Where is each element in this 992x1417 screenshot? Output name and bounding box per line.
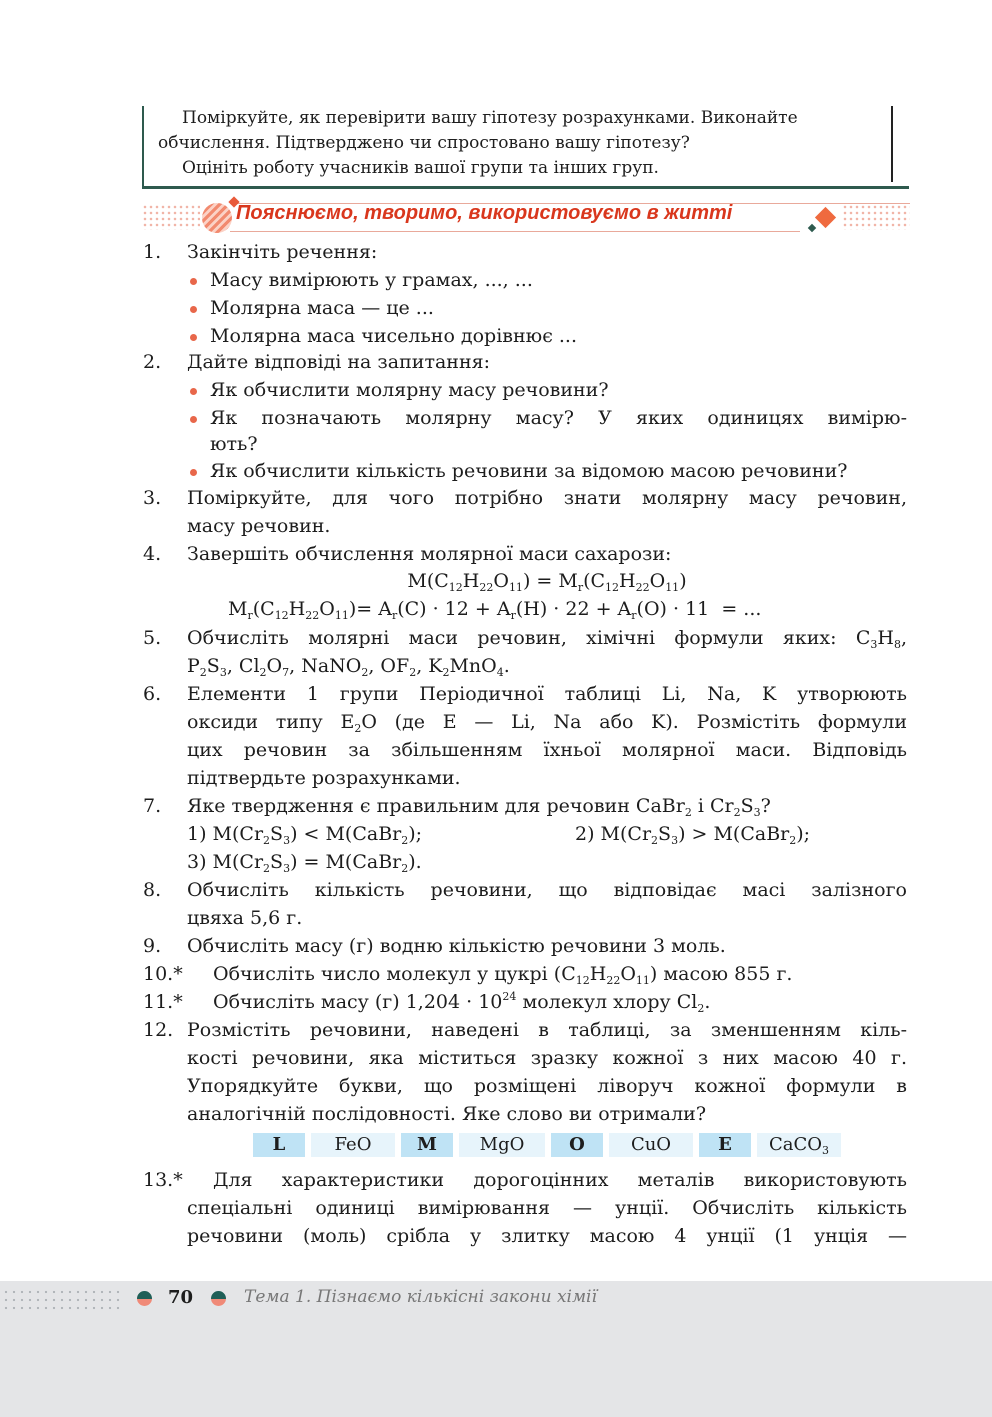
- dark-diamond-icon: [808, 224, 816, 232]
- task-number: 4.: [143, 543, 162, 565]
- task-1-bullet: Молярна маса чисельно дорівнює ...: [210, 325, 578, 347]
- task-12-line: Розмістіть речовини, наведені в таблиці, за зменшенням кіль-: [187, 1019, 907, 1041]
- task-number: 2.: [143, 351, 162, 373]
- task-1-bullet: Масу вимірюють у грамах, ..., ...: [210, 269, 533, 291]
- task-3-line: масу речовин.: [187, 515, 331, 537]
- task-11-text: Обчисліть масу (г) $1,204 \cdot 10^{24}$ молекул хлору $Cl_2$.: [213, 990, 711, 1015]
- task-3-line: Поміркуйте, для чого потрібно знати молярну масу речовин,: [187, 487, 907, 509]
- task-7-text: Яке твердження є правильним для речовин CaBr$_2$ і $Cr_2S_3$?: [187, 795, 771, 819]
- task-1-text: Закінчіть речення:: [187, 241, 378, 263]
- box-right-bar: [891, 106, 893, 182]
- teal-red-ball-icon: [211, 1291, 226, 1306]
- task-2-bullet: Як обчислити молярну масу речовини?: [210, 379, 609, 401]
- task-number: 13.*: [143, 1169, 183, 1191]
- task-2-bullet: Як позначають молярну масу? У яких одиницях вимірю-: [210, 407, 907, 429]
- footer-topic: Тема 1. Пізнаємо кількісні закони хімії: [244, 1287, 597, 1307]
- task-number: 1.: [143, 241, 162, 263]
- task-12-line: Упорядкуйте букви, що розміщені ліворуч кожної формули в: [187, 1075, 907, 1097]
- table-letter-cell: L: [253, 1133, 305, 1157]
- task-number: 7.: [143, 795, 162, 817]
- table-formula-cell: MgO: [459, 1133, 545, 1157]
- task-number: 5.: [143, 627, 162, 649]
- section-line-bottom: [230, 231, 800, 232]
- task-7-option-3: 3) $M(Cr_2S_3)$ = M(CaBr$_2$).: [187, 851, 422, 875]
- task-number: 3.: [143, 487, 162, 509]
- task-9-text: Обчисліть масу (г) водню кількістю речовини 3 моль.: [187, 935, 726, 957]
- task-1-bullet: Молярна маса — це ...: [210, 297, 434, 319]
- task-7-option-1: 1) $M(Cr_2S_3)$ < M(CaBr$_2$);: [187, 823, 423, 847]
- task-number: 6.: [143, 683, 162, 705]
- task-6-line: підтвердьте розрахунками.: [187, 767, 461, 789]
- table-formula-cell: FeO: [311, 1133, 395, 1157]
- task-2-bullet-cont: ють?: [210, 433, 258, 455]
- orange-diamond-icon: [815, 207, 836, 228]
- task-8-line: цвяха 5,6 г.: [187, 907, 303, 929]
- section-title: Пояснюємо, творимо, використовуємо в житті: [236, 202, 733, 224]
- bullet-icon: [190, 416, 197, 423]
- task-13-line: речовини (моль) срібла у злитку масою 4 унції (1 унція —: [187, 1225, 907, 1247]
- task-6-line: Елементи 1 групи Періодичної таблиці Li, Na, K утворюють: [187, 683, 907, 705]
- hypothesis-box: [142, 106, 909, 189]
- task-number: 9.: [143, 935, 162, 957]
- box-line-3: Оцініть роботу учасників вашої групи та інших груп.: [182, 158, 659, 178]
- striped-ball-icon: [202, 203, 232, 233]
- section-header: [142, 200, 910, 236]
- task-number: 8.: [143, 879, 162, 901]
- task-number: 11.*: [143, 991, 183, 1013]
- task-13-line: Для характеристики дорогоцінних металів використовують: [213, 1169, 907, 1191]
- page-footer: [0, 1281, 992, 1417]
- task-number: 10.*: [143, 963, 183, 985]
- task-2-text: Дайте відповіді на запитання:: [187, 351, 490, 373]
- bullet-icon: [190, 278, 197, 285]
- bullet-icon: [190, 306, 197, 313]
- task-13-line: спеціальні одиниці вимірювання — унції. Обчисліть кількість: [187, 1197, 907, 1219]
- teal-red-ball-icon: [137, 1291, 152, 1306]
- task-7-option-2: 2) $M(Cr_2S_3)$ > M(CaBr$_2$);: [575, 823, 811, 847]
- bullet-icon: [190, 388, 197, 395]
- task-5-line: $P_2S_3$, $Cl_2O_7$, NaNO$_2$, $OF_2$, $K_2MnO_4$.: [187, 655, 510, 679]
- table-formula-cell: CaCO$_3$: [757, 1133, 841, 1157]
- section-dots-right: [842, 204, 910, 230]
- table-letter-cell: M: [401, 1133, 453, 1157]
- page-number: 70: [168, 1287, 194, 1308]
- bullet-icon: [190, 334, 197, 341]
- task-8-line: Обчисліть кількість речовини, що відповідає масі залізного: [187, 879, 907, 901]
- task-12-line: аналогічній послідовності. Яке слово ви отримали?: [187, 1103, 707, 1125]
- task-6-line: оксиди типу $E_2O$ (де E — Li, Na або K). Розмістіть формули: [187, 711, 907, 735]
- task-number: 12.: [143, 1019, 174, 1041]
- footer-dots: [2, 1288, 122, 1312]
- formula-2: $M_r(C_{12}H_{22}O_{11})= A_r(C) \cdot 12 + A_r(H) \cdot 22 + A_r(O) \cdot 11$ = ...: [228, 598, 762, 622]
- table-letter-cell: O: [551, 1133, 603, 1157]
- box-line-1: Поміркуйте, як перевірити вашу гіпотезу розрахунками. Виконайте: [182, 108, 798, 128]
- task-10-text: Обчисліть число молекул у цукрі $(C_{12}H_{22}O_{11})$ масою 855 г.: [213, 963, 793, 987]
- formula-1: $M(C_{12}H_{22}O_{11}) = M_r(C_{12}H_{22}O_{11})$: [407, 570, 687, 594]
- bullet-icon: [190, 469, 197, 476]
- box-line-2: обчислення. Підтверджено чи спростовано вашу гіпотезу?: [158, 133, 690, 153]
- task-5-line: Обчисліть молярні маси речовин, хімічні формули яких: $C_3H_8$,: [187, 627, 907, 651]
- section-dots-left: [142, 204, 200, 230]
- table-letter-cell: E: [699, 1133, 751, 1157]
- task-12-line: кості речовини, яка міститься зразку кожної з них масою 40 г.: [187, 1047, 907, 1069]
- task-6-line: цих речовин за збільшенням їхньої молярної маси. Відповідь: [187, 739, 907, 761]
- table-formula-cell: CuO: [609, 1133, 693, 1157]
- task-2-bullet: Як обчислити кількість речовини за відомою масою речовини?: [210, 460, 848, 482]
- task-4-text: Завершіть обчислення молярної маси сахарози:: [187, 543, 672, 565]
